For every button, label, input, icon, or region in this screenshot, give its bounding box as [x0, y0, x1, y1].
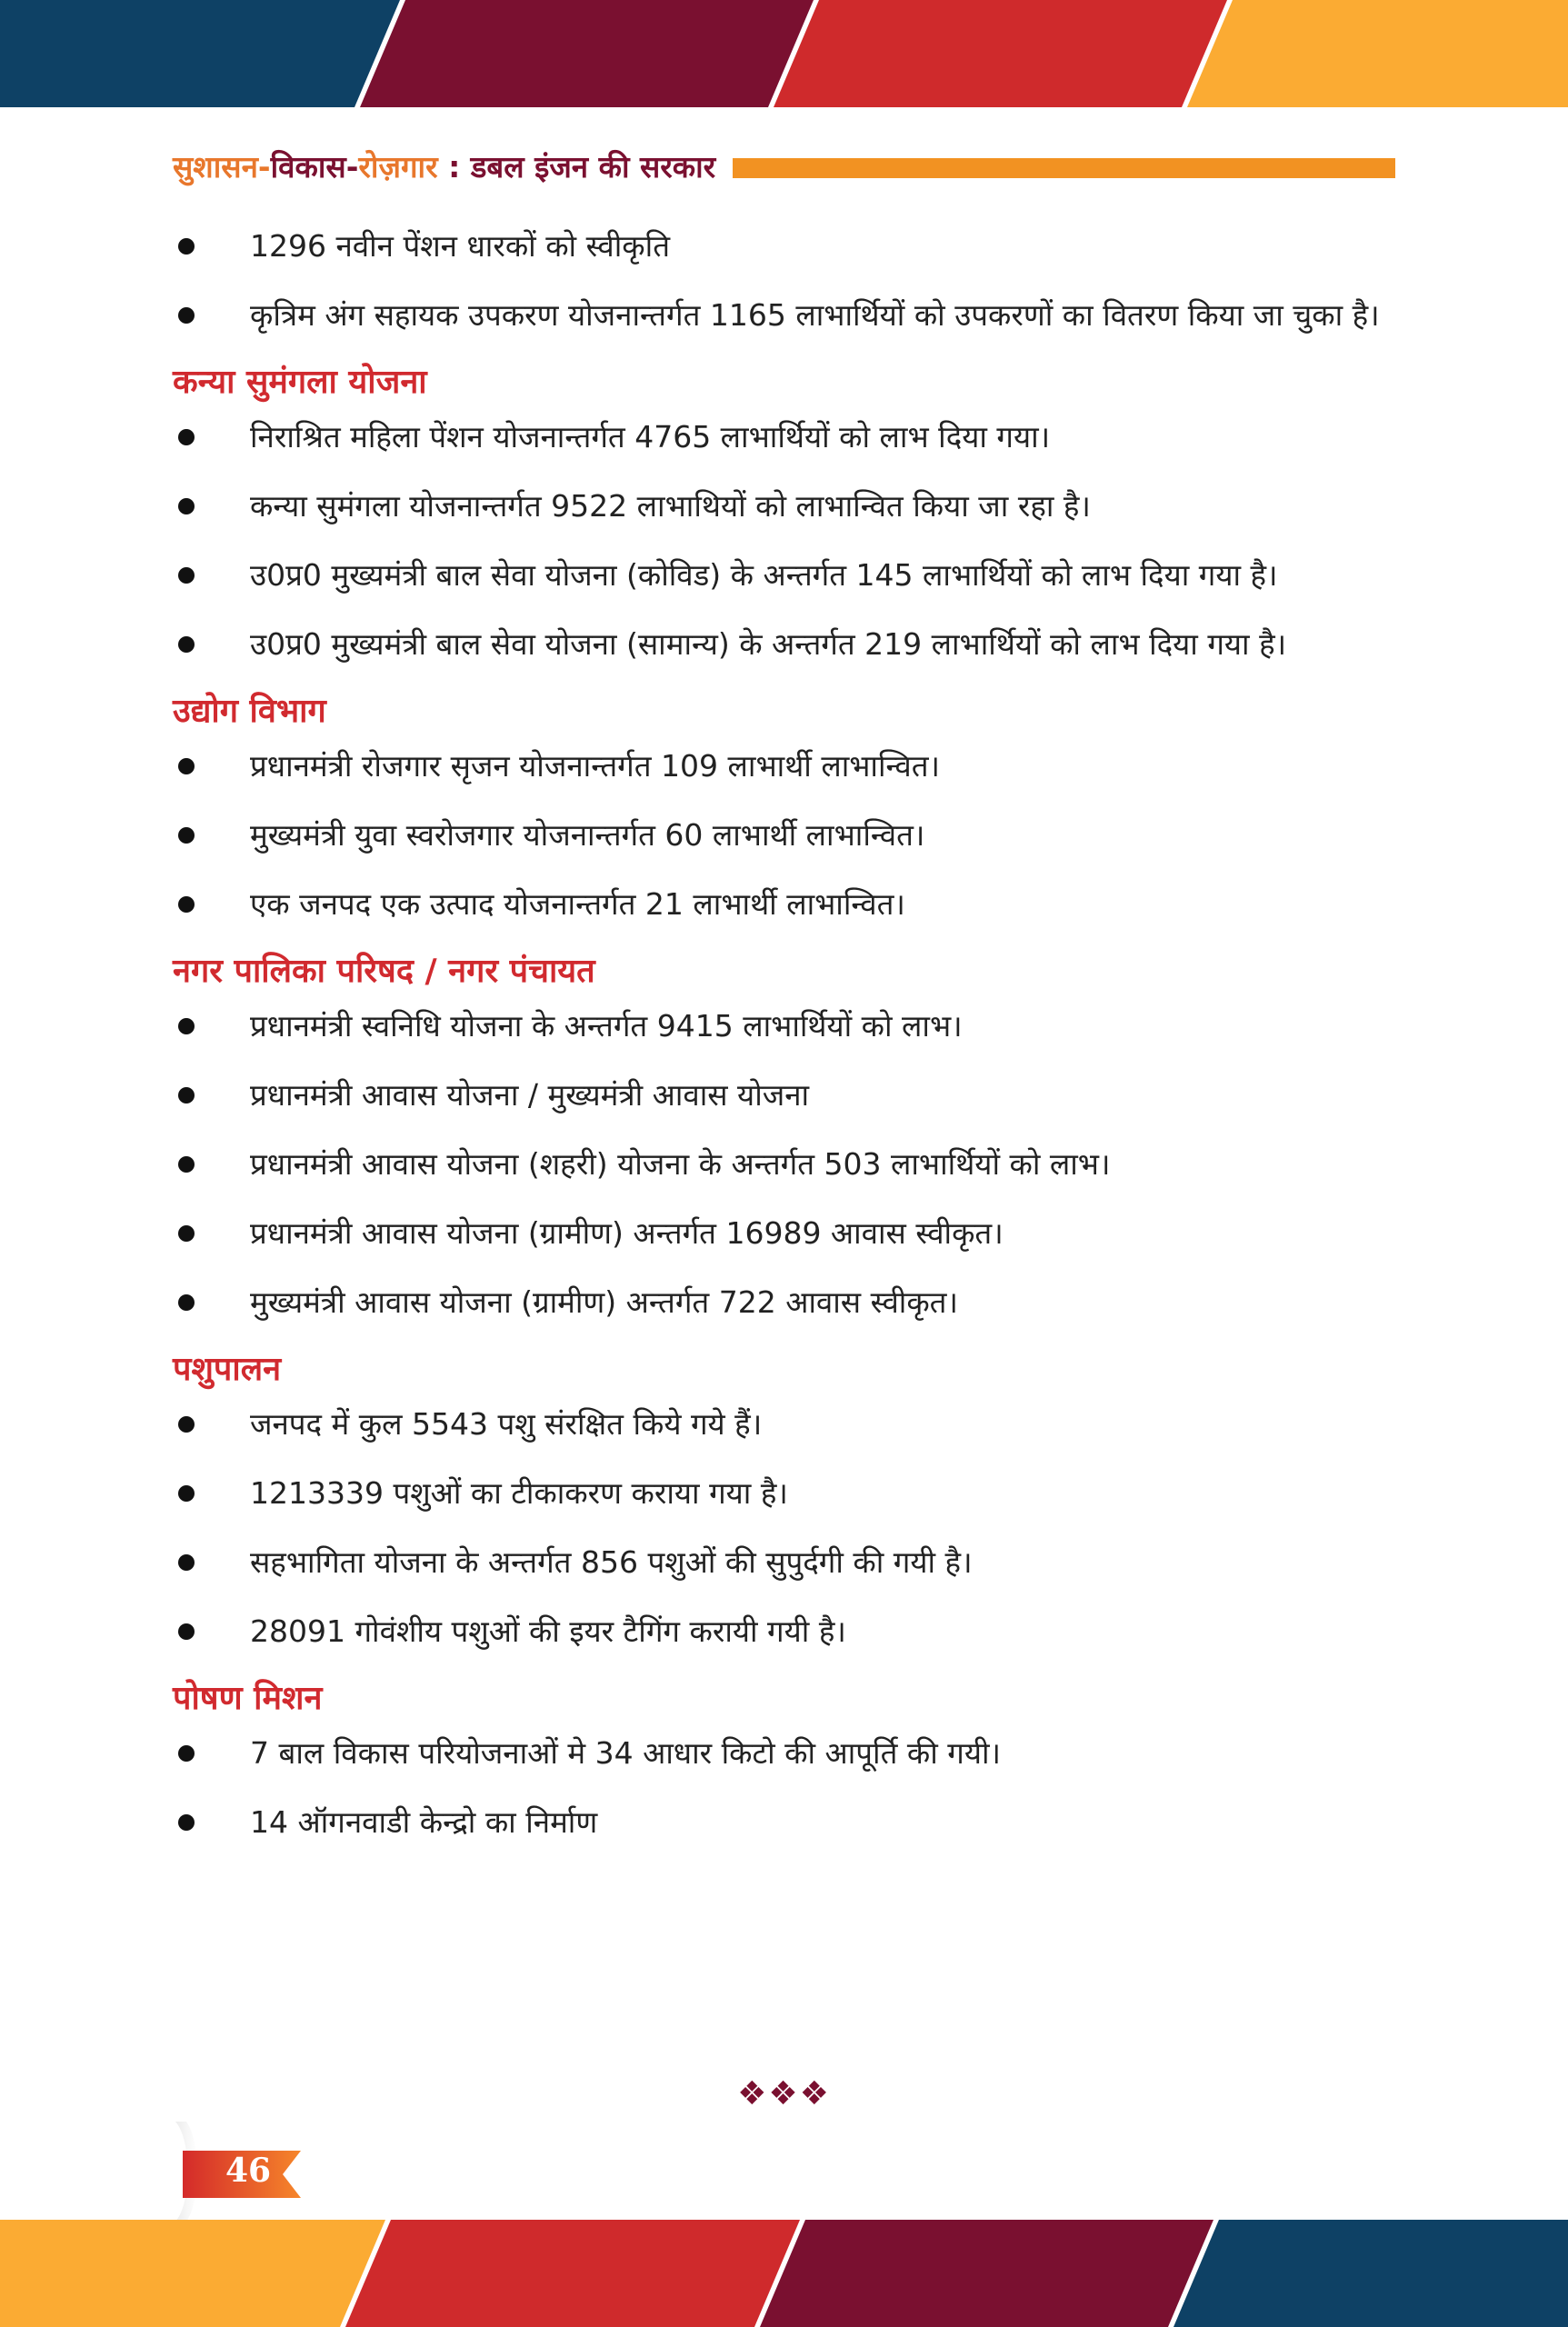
list-item-text: 7 बाल विकास परियोजनाओं मे 34 आधार किटो की आपूर्ति की गयी।	[250, 1735, 1002, 1771]
list-item-text: जनपद में कुल 5543 पशु संरक्षित किये गये हैं।	[250, 1406, 763, 1442]
bullet-icon	[178, 238, 195, 255]
section-heading: पशुपालन	[173, 1351, 282, 1388]
bullet-icon	[178, 827, 195, 844]
list-item-text: 1213339 पशुओं का टीकाकरण कराया गया है।	[250, 1475, 788, 1511]
bullet-list	[173, 1003, 1395, 1325]
bullet-icon	[178, 1416, 195, 1433]
header-title	[173, 147, 715, 187]
bullet-icon	[178, 1745, 195, 1762]
list-item	[173, 1279, 1395, 1325]
list-item	[173, 1730, 1395, 1776]
bullet-icon	[178, 1814, 195, 1831]
list-item	[173, 1799, 1395, 1845]
list-item-text: निराश्रित महिला पेंशन योजनान्तर्गत 4765 लाभार्थियों को लाभ दिया गया।	[250, 419, 1051, 454]
bullet-icon	[178, 636, 195, 653]
list-item-text: उ0प्र0 मुख्यमंत्री बाल सेवा योजना (कोविड) के अन्तर्गत 145 लाभार्थियों को लाभ दिया गया है।	[250, 557, 1278, 593]
ornament-diamonds-icon: ❖❖❖	[737, 2075, 831, 2112]
list-item-text: मुख्यमंत्री आवास योजना (ग्रामीण) अन्तर्गत 722 आवास स्वीकृत।	[250, 1284, 958, 1320]
list-item	[173, 414, 1395, 460]
section-udyog-vibhag	[173, 690, 1395, 927]
bullet-icon	[178, 1554, 195, 1571]
bullet-list	[173, 1730, 1395, 1845]
section-heading: उद्योग विभाग	[173, 693, 326, 730]
list-item	[173, 1003, 1395, 1049]
bullet-icon	[178, 896, 195, 913]
bullet-icon	[178, 1623, 195, 1640]
bullet-icon	[178, 1018, 195, 1034]
header-title-part-1: सुशासन-	[173, 149, 271, 185]
header-title-part-3: रोज़गार	[358, 149, 438, 185]
list-item-text: कृत्रिम अंग सहायक उपकरण योजनान्तर्गत 1165 लाभार्थियों को उपकरणों का वितरण किया जा चुका है।	[250, 297, 1380, 333]
header-title-part-4: : डबल इंजन की सरकार	[437, 149, 716, 185]
page-number: 46	[225, 2152, 272, 2190]
list-item	[173, 812, 1395, 858]
bullet-icon	[178, 498, 195, 514]
section-heading: पोषण मिशन	[173, 1680, 323, 1717]
bullet-list	[173, 223, 1395, 338]
section-nagar-palika	[173, 950, 1395, 1325]
list-item	[173, 483, 1395, 529]
bullet-list	[173, 414, 1395, 667]
list-item	[173, 292, 1395, 338]
header-rule	[733, 158, 1395, 178]
list-item	[173, 1210, 1395, 1256]
page-number-tab	[175, 2122, 312, 2222]
bullet-icon	[178, 429, 195, 445]
list-item-text: मुख्यमंत्री युवा स्वरोजगार योजनान्तर्गत 60 लाभार्थी लाभान्वित।	[250, 817, 925, 853]
list-item-text: प्रधानमंत्री आवास योजना (शहरी) योजना के अन्तर्गत 503 लाभार्थियों को लाभ।	[250, 1146, 1111, 1182]
list-item-text: 28091 गोवंशीय पशुओं की इयर टैगिंग करायी गयी है।	[250, 1613, 846, 1649]
list-item-text: एक जनपद एक उत्पाद योजनान्तर्गत 21 लाभार्थी लाभान्वित।	[250, 886, 905, 922]
list-item	[173, 621, 1395, 667]
list-item-text: 1296 नवीन पेंशन धारकों को स्वीकृति	[250, 228, 671, 264]
list-item-text: 14 ऑगनवाडी केन्द्रो का निर्माण	[250, 1804, 598, 1840]
list-item	[173, 1072, 1395, 1118]
section-kanya-sumangala	[173, 361, 1395, 667]
list-item	[173, 1401, 1395, 1447]
section-heading: कन्या सुमंगला योजना	[173, 364, 427, 401]
bullet-icon	[178, 758, 195, 774]
list-item-text: सहभागिता योजना के अन्तर्गत 856 पशुओं की सुपुर्दगी की गयी है।	[250, 1544, 973, 1580]
list-item-text: उ0प्र0 मुख्यमंत्री बाल सेवा योजना (सामान्य) के अन्तर्गत 219 लाभार्थियों को लाभ दिया गया है।	[250, 626, 1287, 662]
running-header	[173, 144, 1395, 191]
section-continuation	[173, 223, 1395, 338]
list-item	[173, 1470, 1395, 1516]
bullet-icon	[178, 1485, 195, 1502]
list-item	[173, 223, 1395, 269]
top-color-band	[0, 0, 1568, 107]
section-pashupalan	[173, 1348, 1395, 1654]
bullet-icon	[178, 567, 195, 584]
bottom-color-band	[0, 2220, 1568, 2327]
list-item	[173, 1539, 1395, 1585]
bullet-icon	[178, 1156, 195, 1173]
list-item	[173, 743, 1395, 789]
bullet-icon	[178, 1087, 195, 1104]
list-item-text: प्रधानमंत्री आवास योजना (ग्रामीण) अन्तर्गत 16989 आवास स्वीकृत।	[250, 1215, 1004, 1251]
bullet-list	[173, 743, 1395, 927]
bullet-list	[173, 1401, 1395, 1654]
list-item	[173, 881, 1395, 927]
page-content	[173, 223, 1395, 1868]
list-item-text: कन्या सुमंगला योजनान्तर्गत 9522 लाभाथियों को लाभान्वित किया जा रहा है।	[250, 488, 1091, 524]
section-heading: नगर पालिका परिषद / नगर पंचायत	[173, 953, 595, 990]
list-item-text: प्रधानमंत्री रोजगार सृजन योजनान्तर्गत 109 लाभार्थी लाभान्वित।	[250, 748, 941, 784]
bullet-icon	[178, 1225, 195, 1242]
list-item	[173, 552, 1395, 598]
header-title-part-2: विकास-	[270, 149, 359, 185]
list-item-text: प्रधानमंत्री आवास योजना / मुख्यमंत्री आवास योजना	[250, 1077, 810, 1113]
bullet-icon	[178, 1294, 195, 1311]
list-item	[173, 1141, 1395, 1187]
list-item	[173, 1608, 1395, 1654]
list-item-text: प्रधानमंत्री स्वनिधि योजना के अन्तर्गत 9415 लाभार्थियों को लाभ।	[250, 1008, 963, 1044]
section-poshan-mission	[173, 1677, 1395, 1845]
bullet-icon	[178, 307, 195, 324]
